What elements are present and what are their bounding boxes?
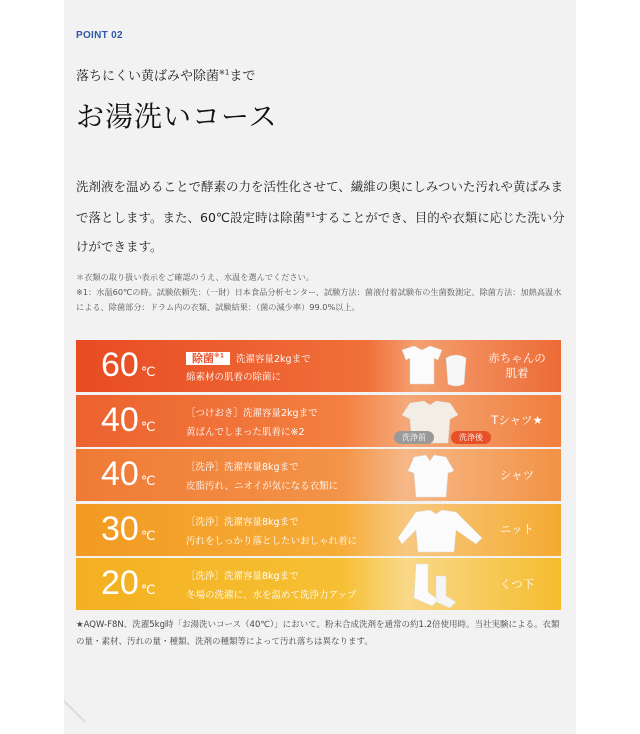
row-purpose: 冬場の洗濯に、水を温めて洗浄力アップ [186,590,357,601]
temp-number: 40 [101,400,139,439]
garment-label: くつ下 [499,576,535,591]
temperature-value [101,401,155,440]
temp-unit: ℃ [140,418,156,434]
temp-unit: ℃ [140,582,156,597]
temp-unit: ℃ [140,527,156,543]
lead-footnote-mark: ※1 [304,211,316,219]
garment-label: Tシャツ★ [491,413,543,427]
temp-row-20 [76,558,561,610]
knit-icon [396,508,486,554]
temperature-value [101,510,155,549]
footnote: ★AQW-F8N、洗濯5kg時「お湯洗いコース（40℃）」において。粉末合成洗剤を通常の約1.2倍使用時。当社実験による。衣類の量・素材、汚れの量・種類、洗剤の種類等によって汚れ落ちは異なります。 [76,620,560,647]
temp-unit: ℃ [140,473,156,488]
shirt-icon [396,453,476,499]
temperature-table [76,340,561,610]
baby-clothes-icon [396,344,476,390]
lead-text-b: することができ、目的や衣類に応じた洗い分けができます。 [76,210,565,255]
temp-number: 40 [101,455,139,493]
note-line: ＊衣類の取り扱い表示をご確認のうえ、水温を選んでください。 [76,272,314,282]
subtitle-footnote-mark: ※1 [219,68,230,77]
temp-row-40-soak [76,395,561,447]
sterilize-tag [186,352,230,365]
page-title: お湯洗いコース [76,100,278,133]
temp-number: 60 [101,346,139,384]
temperature-value [101,455,155,494]
row-capacity: ［つけおき］洗濯容量2kgまで [186,407,318,419]
garment-label: シャツ [499,467,535,482]
point-label: POINT 02 [76,30,123,41]
temperature-value [101,564,155,603]
row-purpose: 汚れをしっかり落としたいおしゃれ着に [186,535,358,547]
socks-icon [396,562,476,608]
lead-paragraph [76,172,566,261]
garment-label: ニット [499,522,535,536]
tag-text: 除菌 [192,352,214,365]
after-chip: 洗浄後 [451,431,491,444]
temp-row-40-wash [76,449,561,501]
temp-row-30 [76,504,561,556]
row-capacity: ［洗浄］洗濯容量8kgまで [186,516,299,528]
row-capacity [186,350,311,366]
subtitle-tail: まで [229,69,256,84]
row-capacity: ［洗浄］洗濯容量8kgまで [186,462,299,473]
note-line: ※1：水温60℃の時。試験依頼先：（一財）日本食品分析センター、試験方法：菌液付着試験布の生菌数測定、除菌方法：加熱高温水による、除菌部分：ドラム内の衣類、試験結果：（菌の減少率）99.0%以上。 [76,287,562,312]
row-purpose: 綿素材の肌着の除菌に [186,372,282,383]
tag-mark: ※1 [214,352,225,360]
row-purpose: 皮脂汚れ、ニオイが気になる衣類に [186,481,339,492]
temperature-value [101,346,155,385]
left-margin [0,0,64,734]
garment-label: 赤ちゃんの肌着 [488,351,546,380]
temp-number: 20 [101,564,139,602]
before-chip: 洗浄前 [394,431,434,444]
temp-row-60 [76,340,561,392]
right-margin [576,0,640,734]
temp-number: 30 [101,509,139,548]
subtitle-text: 落ちにくい黄ばみや除菌 [76,69,220,84]
row-purpose: 黄ばんでしまった肌着に※2 [186,426,305,438]
notes [76,270,566,315]
temp-unit: ℃ [140,364,156,379]
capacity-text: 洗濯容量2kgまで [236,354,311,365]
lead-text-a: 洗剤液を温めることで酵素の力を活性化させて、繊維の奥にしみついた汚れや黄ばみまで落とします。また、60℃設定時は除菌 [76,179,564,226]
row-capacity: ［洗浄］洗濯容量8kgまで [186,571,299,582]
subtitle [76,65,255,84]
